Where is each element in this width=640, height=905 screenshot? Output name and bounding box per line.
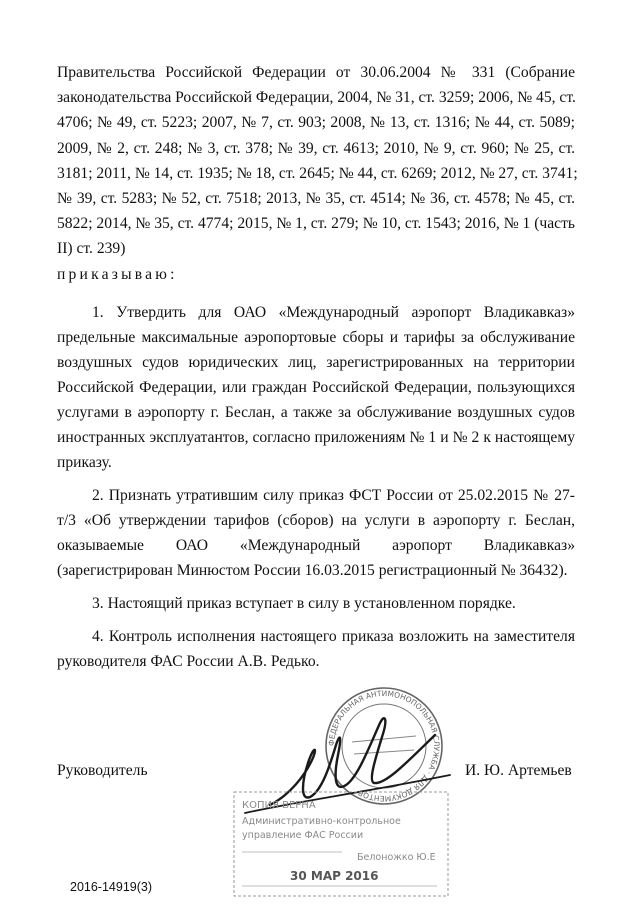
legal-basis-text	[57, 60, 578, 262]
order-body	[57, 300, 575, 682]
svg-text:КОПИЯ ВЕРНА: КОПИЯ ВЕРНА	[242, 800, 316, 811]
signer-title: Руководитель	[57, 762, 148, 779]
copy-certification-stamp	[232, 790, 450, 900]
order-paragraph-2: 2. Признать утратившим силу приказ ФСТ России от 25.02.2015 № 27-т/3 «Об утверждении тарифов (сборов) на услуги в аэропорту г. Беслан, оказываемые ОАО «Международный аэропорт Владикавказ» (зарегистрирован Минюстом России 16.03.2015 регистрационный № 36432).	[57, 487, 575, 579]
intro-line: 5822; 2014, № 35, ст. 4774; 2015, № 1, ст. 279; № 10, ст. 1543; 2016, № 1 (часть	[57, 215, 575, 233]
document-number: 2016-14919(3)	[70, 880, 153, 894]
intro-line: II) ст. 239)	[57, 240, 126, 258]
intro-line: 4706; № 49, ст. 5223; 2007, № 7, ст. 903; 2008, № 13, ст. 1316; № 44, ст. 5089;	[57, 114, 575, 132]
svg-text:Белоножко Ю.Е: Белоножко Ю.Е	[357, 852, 436, 863]
intro-line: Правительства Российской Федерации от 30.06.2004 № 331 (Собрание	[57, 64, 575, 81]
svg-text:ФЕДЕРАЛЬНАЯ АНТИМОНОПОЛЬНАЯ СЛ: ФЕДЕРАЛЬНАЯ АНТИМОНОПОЛЬНАЯ СЛУЖБА · ДЛЯ ДОКУМЕНТОВ	[326, 688, 442, 804]
order-paragraph-4: 4. Контроль исполнения настоящего приказа возложить на заместителя руководителя ФАС России А.В. Редько.	[57, 628, 575, 670]
order-keyword: приказываю:	[57, 266, 178, 283]
intro-line: законодательства Российской Федерации, 2004, № 31, ст. 3259; 2006, № 45, ст.	[57, 89, 576, 107]
intro-line: 3181; 2011, № 14, ст. 1935; № 18, ст. 2645; № 44, ст. 6269; 2012, № 27, ст. 3741;	[57, 164, 578, 182]
intro-line: 2009, № 2, ст. 248; № 3, ст. 378; № 39, ст. 4613; 2010, № 9, ст. 960; № 25, ст.	[57, 139, 575, 157]
order-paragraph-3: 3. Настоящий приказ вступает в силу в установленном порядке.	[92, 595, 516, 612]
signer-name: И. Ю. Артемьев	[465, 762, 572, 779]
svg-text:Административно-контрольное: Административно-контрольное	[242, 816, 401, 827]
intro-line: № 39, ст. 5283; № 52, ст. 7518; 2013, № 35, ст. 4514; № 36, ст. 4578; № 45, ст.	[57, 190, 575, 208]
svg-text:30 МАР 2016: 30 МАР 2016	[290, 869, 379, 883]
order-paragraph-1: 1. Утвердить для ОАО «Международный аэропорт Владикавказ» предельные максимальные аэропортовые сборы и тарифы за обслуживание воздушных судов юридических лиц, зарегистрированных на территории Российской Федерации, или граждан Российской Федерации, пользующихся услугами в аэропорту г. Беслан, а также за обслуживание воздушных судов иностранных эксплуатантов, согласно приложениям № 1 и № 2 к настоящему приказу.	[57, 304, 575, 471]
svg-text:управление ФАС России: управление ФАС России	[242, 830, 364, 841]
